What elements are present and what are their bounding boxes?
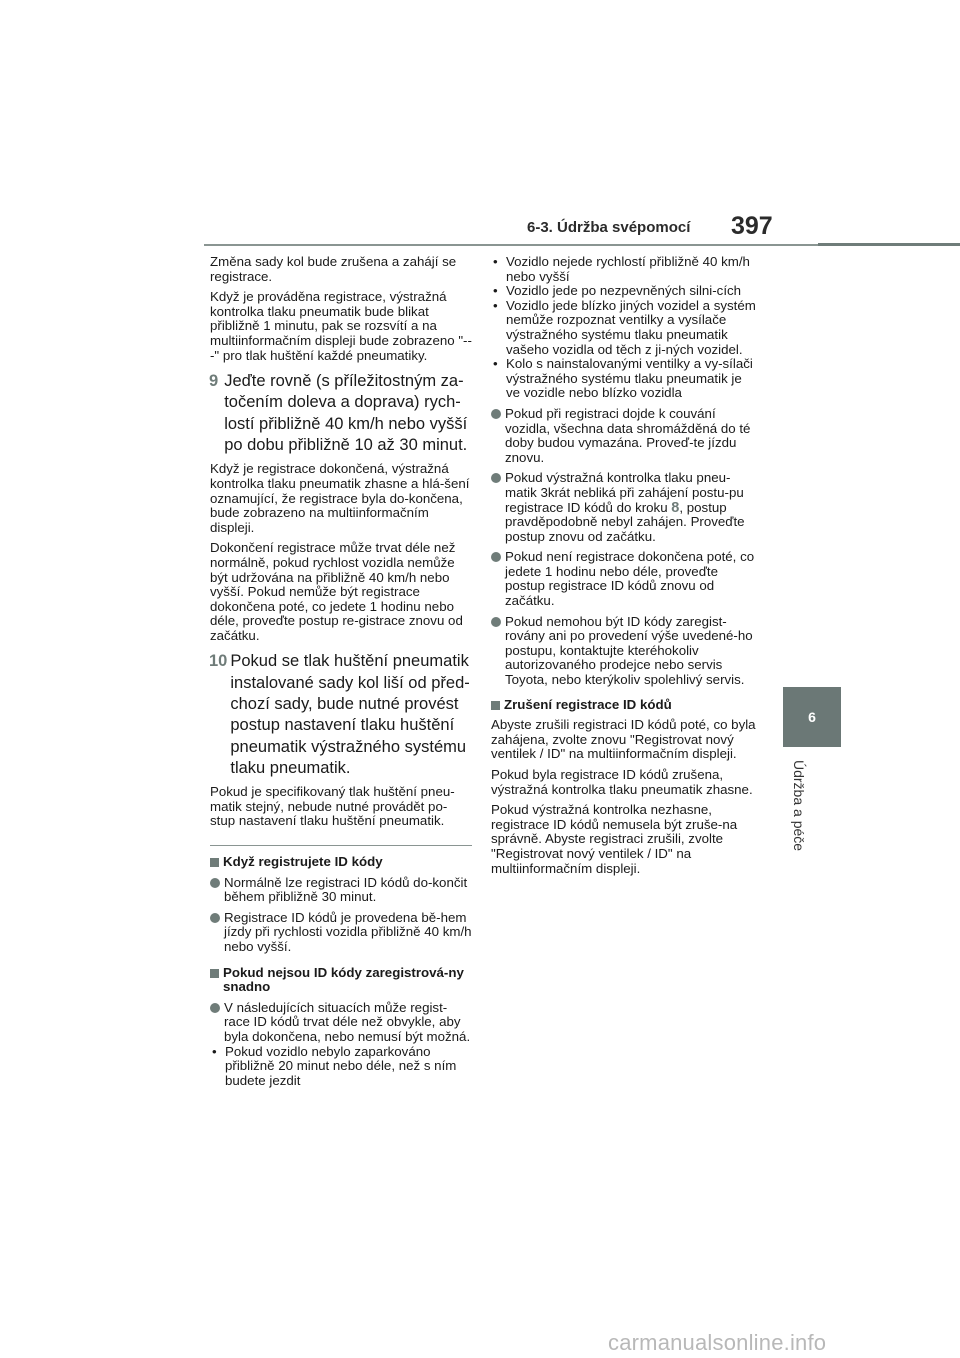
- right-column: [491, 255, 759, 876]
- paragraph: Pokud je specifikovaný tlak huštění pneu-matik stejný, nebude nutné provádět po-stup nastavení tlaku huštění pneumatik.: [210, 784, 455, 829]
- step-text: Pokud se tlak huštění pneumatik instalované sady kol liší od před-chozí sady, bude nutné provést postup nastavení tlaku huštění pneumatik výstražného systému tlaku pneumatik.: [230, 652, 470, 777]
- dash-item-text: Vozidlo jede blízko jiných vozidel a systém nemůže rozpoznat ventilky a vysílače výstražného systému tlaku pneumatik vašeho vozidla od těch z ji-ných vozidel.: [506, 297, 756, 357]
- header-rule-accent: [818, 243, 960, 246]
- step-text: Jeďte rovně (s příležitostným za-točením doleva a doprava) rych-lostí přibližně 40 km/h nebo vyšší po dobu přibližně 10 až 30 minut.: [224, 372, 468, 455]
- heading-text: Když registrujete ID kódy: [223, 854, 383, 870]
- round-bullet-icon: [210, 913, 220, 923]
- section-heading: [210, 966, 472, 995]
- page-number: 397: [731, 212, 773, 240]
- list-item-text: Registrace ID kódů je provedena bě-hem jízdy při rychlosti vozidla přibližně 40 km/h nebo vyšší.: [224, 909, 472, 954]
- dash-item-text: Vozidlo nejede rychlostí přibližně 40 km/h nebo vyšší: [506, 254, 750, 284]
- round-bullet-icon: [491, 409, 501, 419]
- list-item-text: Pokud nemohou být ID kódy zaregist-rovány ani po provedení výše uvedené-ho postupu, kontaktujte kteréhokoliv autorizovaného prodejce nebo servis Toyota, nebo kterýkoliv spolehlivý servis.: [505, 613, 753, 688]
- list-item: [210, 876, 472, 905]
- watermark: carmanualsonline.info: [608, 1330, 827, 1355]
- list-item-text: Pokud při registraci dojde k couvání vozidla, všechna data shromážděná do té doby budou vymazána. Proveď-te jízdu znovu.: [505, 405, 751, 465]
- paragraph: Změna sady kol bude zrušena a zahájí se registrace.: [210, 254, 457, 284]
- step-reference: 8: [671, 499, 680, 516]
- list-item: [491, 550, 759, 608]
- section-title: 6-3. Údržba svépomocí: [527, 219, 691, 236]
- list-item-text: [505, 471, 759, 544]
- left-column: [210, 255, 472, 1088]
- dash-item-text: Kolo s nainstalovanými ventilky a vy-sílači výstražného systému tlaku pneumatik je ve vozidle nebo blízko vozidla: [506, 356, 753, 401]
- dash-item: [491, 284, 759, 299]
- heading-text: Pokud nejsou ID kódy zaregistrová-ny snadno: [223, 964, 464, 995]
- dash-bullet-icon: •: [493, 254, 498, 269]
- paragraph: Když je registrace dokončená, výstražná kontrolka tlaku pneumatik zhasne a hlá-šení oznamující, že registrace byla do-končena, bude zobrazeno na multiinformačním displeji.: [210, 461, 470, 535]
- dash-bullet-icon: •: [493, 283, 498, 299]
- list-item: [491, 407, 759, 465]
- section-heading: [210, 855, 472, 870]
- list-item: [210, 1001, 472, 1045]
- round-bullet-icon: [491, 552, 501, 562]
- list-item: [491, 615, 759, 688]
- chapter-tab: [783, 687, 841, 747]
- list-item: [491, 471, 759, 544]
- step-number: 10: [209, 652, 228, 671]
- dash-item: [491, 255, 759, 284]
- section-divider: [210, 845, 472, 846]
- list-item-text: Normálně lze registraci ID kódů do-končit během přibližně 30 minut.: [224, 874, 468, 905]
- dash-item: [491, 299, 759, 357]
- paragraph: Dokončení registrace může trvat déle než normálně, pokud rychlost vozidla nemůže být udržována na přibližně 40 km/h nebo vyšší. Pokud nemůže být registrace dokončena poté, co jedete 1 hodinu nebo déle, proveďte postup re-gistrace znovu od začátku.: [210, 540, 463, 643]
- step-number: 9: [209, 372, 219, 391]
- dash-bullet-icon: •: [493, 356, 498, 372]
- dash-item-text: Pokud vozidlo nebylo zaparkováno přibližně 20 minut nebo déle, než s ním budete jezdit: [225, 1043, 457, 1088]
- list-item-text: Pokud není registrace dokončena poté, co jedete 1 hodinu nebo déle, proveďte postup registrace ID kódů znovu od začátku.: [505, 549, 755, 609]
- list-item-text-part: Pokud výstražná kontrolka tlaku pneu-matik 3krát nebliká při zahájení postu-pu registrace ID kódů do kroku: [505, 470, 744, 515]
- dash-item: [491, 357, 759, 401]
- dash-bullet-icon: •: [212, 1043, 217, 1059]
- paragraph: Pokud byla registrace ID kódů zrušena, výstražná kontrolka tlaku pneumatik zhasne.: [491, 767, 753, 797]
- paragraph: Když je prováděna registrace, výstražná kontrolka tlaku pneumatik bude blikat přibližně 1 minutu, pak se rozsvítí a na multiinformačním displeji bude zobrazeno "---" pro tlak huštění každé pneumatiky.: [210, 289, 472, 363]
- dash-bullet-icon: •: [493, 297, 498, 313]
- paragraph: Abyste zrušili registraci ID kódů poté, co byla zahájena, zvolte znovu "Registrovat nový ventilek / ID" na multiinformačním displeji.: [491, 717, 756, 762]
- dash-item-text: Vozidlo jede po nezpevněných silni-cích: [506, 283, 742, 299]
- step-10: [210, 651, 472, 779]
- paragraph: Pokud výstražná kontrolka nezhasne, registrace ID kódů nemusela být zruše-na správně. Abyste registraci zrušili, zvolte "Registrovat nový ventilek / ID" na multiinformačním displeji.: [491, 802, 738, 876]
- round-bullet-icon: [491, 617, 501, 627]
- square-bullet-icon: [210, 858, 219, 867]
- chapter-label: [788, 760, 810, 870]
- round-bullet-icon: [491, 473, 501, 483]
- step-9: [210, 371, 472, 456]
- heading-text: Zrušení registrace ID kódů: [504, 696, 672, 712]
- square-bullet-icon: [210, 969, 219, 978]
- list-item: [210, 911, 472, 955]
- dash-item: [210, 1045, 472, 1089]
- chapter-label-text: Údržba a péče: [791, 760, 807, 852]
- header-rule: [204, 244, 818, 246]
- round-bullet-icon: [210, 1003, 220, 1013]
- list-item-text: V následujících situacích může regist-race ID kódů trvat déle než obvykle, aby byla dokončena, nebo nemusí být možná.: [224, 999, 471, 1044]
- round-bullet-icon: [210, 878, 220, 888]
- section-heading: [491, 698, 759, 713]
- chapter-number: 6: [808, 709, 816, 725]
- square-bullet-icon: [491, 701, 500, 710]
- list-item-text-part: , postup pravděpodobně nebyl zahájen. Proveďte postup znovu od začátku.: [505, 499, 745, 544]
